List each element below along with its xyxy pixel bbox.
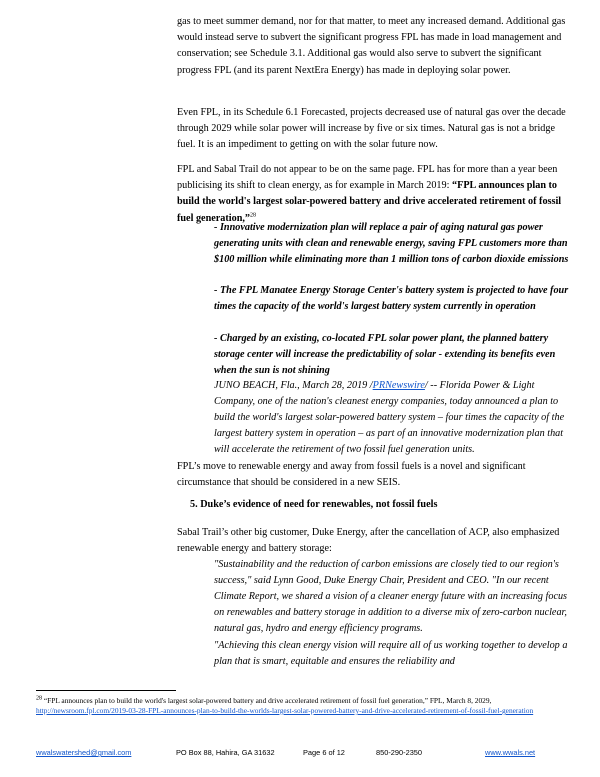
footnote-text: “FPL announces plan to build the world's largest solar-powered battery and drive accelerated retirement of fossil fuel generation,” FPL, March 8, 2029, bbox=[42, 696, 492, 705]
bullet-text: - Charged by an existing, co-located FPL solar power plant, the planned battery storage center will increase the predictability of solar - extending its benefits even when the sun is not shining bbox=[214, 333, 556, 376]
footnote-number: 28 bbox=[36, 695, 42, 702]
paragraph-fpl-renewable: FPL’s move to renewable energy and away from fossil fuels is a novel and significant circumstance that should be considered in a new SEIS. bbox=[177, 461, 526, 489]
bullet-innovative-modernization bbox=[214, 220, 572, 268]
bold-quote: “FPL announces plan to build the world's largest solar-powered battery and drive accelerated retirement of fossil fuel generation,” bbox=[177, 180, 562, 224]
press-release-quote bbox=[214, 378, 572, 458]
footer-website-link[interactable]: www.wwals.net bbox=[485, 748, 536, 757]
paragraph-fpl-sabal-trail bbox=[177, 162, 575, 227]
quote-text: / -- Florida Power & Light Company, one of the nation's cleanest energy companies, today announced a plan to build the world's largest solar-powered battery system – four times the capacity of the largest battery system in operation – as part of an innovative modernization plan that will accelerate the retirement of two fossil fuel generation units. bbox=[214, 380, 565, 455]
bullet-text: - The FPL Manatee Energy Storage Center's battery system is projected to have four times the capacity of the world's largest battery system currently in operation bbox=[214, 285, 569, 312]
paragraph-duke-energy: Sabal Trail’s other big customer, Duke Energy, after the cancellation of ACP, also emphasized renewable energy and battery storage: bbox=[177, 527, 560, 555]
footer-page-number: Page 6 of 12 bbox=[303, 748, 345, 757]
quote-text: JUNO BEACH, Fla., March 28, 2019 / bbox=[214, 380, 373, 391]
footnote-ref: 28 bbox=[250, 212, 256, 219]
duke-quote-2: "Achieving this clean energy vision will require all of us working together to develop a plan that is smart, equitable and ensures the reliability and bbox=[214, 640, 568, 667]
footer-phone: 850-290-2350 bbox=[376, 748, 423, 757]
bullet-co-located-solar bbox=[214, 331, 572, 379]
footer-address: PO Box 88, Hahira, GA 31632 bbox=[176, 748, 275, 757]
bullet-manatee-storage bbox=[214, 283, 572, 315]
paragraph-schedule-6-1: Even FPL, in its Schedule 6.1 Forecasted, projects decreased use of natural gas over the decade through 2029 while solar power will increase by five or six times. Natural gas is not a bridge fuel. It is an impediment to getting on with the solar future now. bbox=[177, 107, 566, 151]
footnote-divider bbox=[36, 690, 176, 691]
footnote-28 bbox=[36, 696, 566, 716]
paragraph-text: FPL and Sabal Trail do not appear to be on the same page. FPL has for more than a year been publicising its shift to clean energy, as for example in March 2019: bbox=[177, 164, 558, 192]
bullet-text: - Innovative modernization plan will replace a pair of aging natural gas power generating units with clean and renewable energy, saving FPL customers more than $100 million while eliminating more than 1 million tons of carbon dioxide emissions bbox=[214, 222, 569, 265]
paragraph-gas-demand: gas to meet summer demand, nor for that matter, to meet any increased demand. Additional gas would instead serve to subvert the significant progress FPL has made in load management and conservation; see Schedule 3.1. Additional gas would also serve to subvert the significant progress FPL (and its parent NextEra Energy) has made in deploying solar power. bbox=[177, 16, 566, 76]
duke-quote-1: "Sustainability and the reduction of carbon emissions are closely tied to our region's success," said Lynn Good, Duke Energy Chair, President and CEO. "In our recent Climate Report, we shared a vision of a cleaner energy future with an increasing focus on renewables and battery storage in addition to a diverse mix of zero-carbon nuclear, natural gas, hydro and energy efficiency programs. bbox=[214, 559, 568, 634]
section-heading-duke: 5. Duke’s evidence of need for renewables, not fossil fuels bbox=[190, 499, 438, 510]
prnewswire-link[interactable]: PRNewswire bbox=[372, 380, 425, 391]
footnote-url-link[interactable]: http://newsroom.fpl.com/2019-03-28-FPL-announces-plan-to-build-the-worlds-largest-solar-powered-battery-and-drive-accelerated-retirement-of-fossil-fuel-generation bbox=[36, 706, 534, 715]
footer-email-link[interactable]: wwalswatershed@gmail.com bbox=[36, 748, 132, 757]
